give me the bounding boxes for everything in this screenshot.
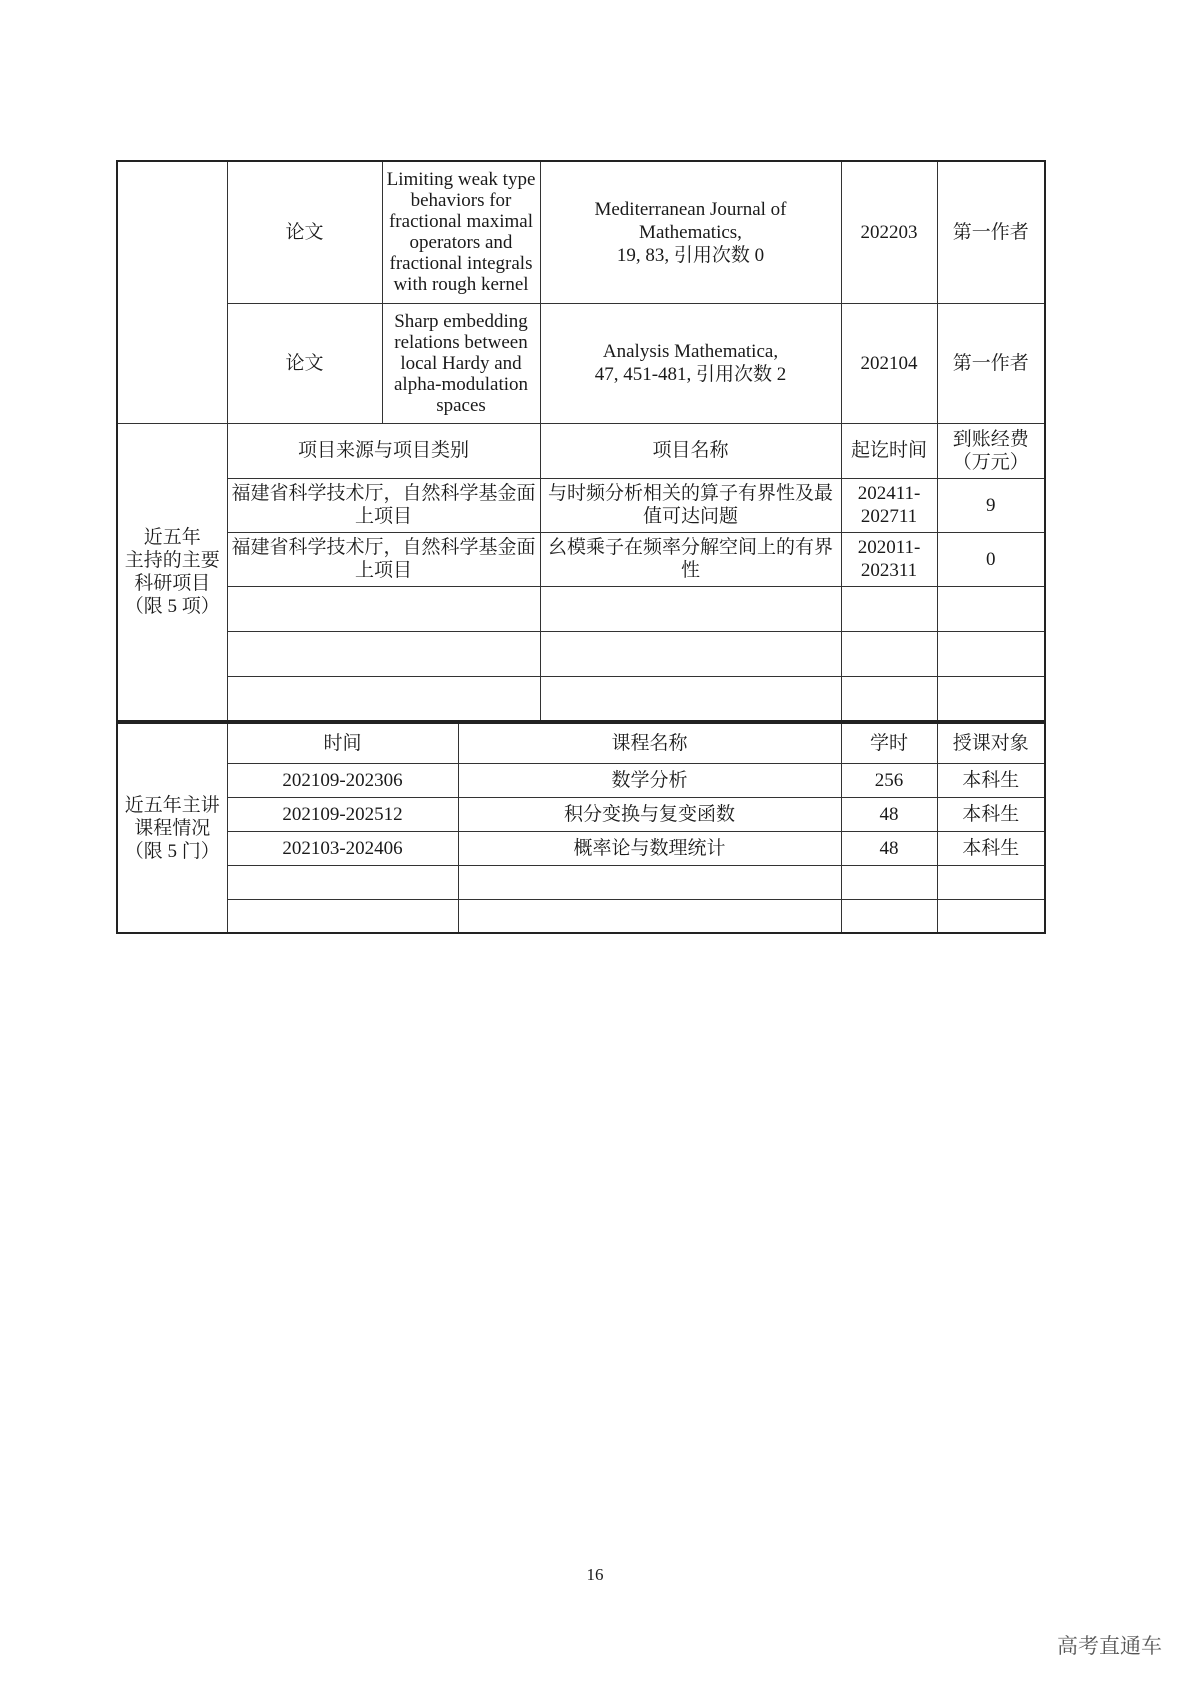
project-funding: 0 (937, 532, 1045, 586)
empty-cell (227, 865, 458, 899)
projects-header-name: 项目名称 (540, 423, 841, 478)
paper-row (117, 161, 1045, 303)
courses-header-name: 课程名称 (458, 723, 841, 763)
course-hours: 48 (841, 831, 937, 865)
projects-section-label: 近五年 主持的主要 科研项目 （限 5 项） (117, 423, 227, 721)
project-name: 与时频分析相关的算子有界性及最值可达问题 (540, 478, 841, 532)
course-row-empty (117, 865, 1045, 899)
empty-cell (937, 631, 1045, 676)
course-time: 202103-202406 (227, 831, 458, 865)
paper-journal: Mediterranean Journal of Mathematics, 19, 83, 引用次数 0 (540, 161, 841, 303)
project-period: 202011- 202311 (841, 532, 937, 586)
courses-table (116, 722, 1046, 934)
course-time: 202109-202306 (227, 763, 458, 797)
course-name: 积分变换与复变函数 (458, 797, 841, 831)
paper-row (117, 303, 1045, 423)
course-name: 概率论与数理统计 (458, 831, 841, 865)
course-row-empty (117, 899, 1045, 933)
courses-header-hours: 学时 (841, 723, 937, 763)
project-period: 202411- 202711 (841, 478, 937, 532)
project-source: 福建省科学技术厅，自然科学基金面上项目 (227, 532, 540, 586)
paper-role: 第一作者 (937, 303, 1045, 423)
paper-date: 202203 (841, 161, 937, 303)
empty-cell (937, 586, 1045, 631)
empty-cell (841, 899, 937, 933)
paper-role: 第一作者 (937, 161, 1045, 303)
empty-cell (841, 631, 937, 676)
empty-cell (937, 899, 1045, 933)
courses-section-label: 近五年主讲 课程情况 （限 5 门） (117, 723, 227, 933)
projects-header-source: 项目来源与项目类别 (227, 423, 540, 478)
page-number: 16 (586, 1565, 604, 1584)
course-row (117, 831, 1045, 865)
empty-cell (540, 676, 841, 721)
course-audience: 本科生 (937, 763, 1045, 797)
empty-cell (458, 899, 841, 933)
courses-header-time: 时间 (227, 723, 458, 763)
courses-header-audience: 授课对象 (937, 723, 1045, 763)
empty-cell (841, 586, 937, 631)
course-row (117, 763, 1045, 797)
course-audience: 本科生 (937, 831, 1045, 865)
course-name: 数学分析 (458, 763, 841, 797)
project-name: 幺模乘子在频率分解空间上的有界性 (540, 532, 841, 586)
empty-cell (841, 676, 937, 721)
project-source: 福建省科学技术厅，自然科学基金面上项目 (227, 478, 540, 532)
empty-cell (937, 865, 1045, 899)
empty-cell (458, 865, 841, 899)
watermark: 高考直通车 (1057, 1634, 1162, 1658)
course-row (117, 797, 1045, 831)
projects-header-funding: 到账经费 （万元） (937, 423, 1045, 478)
projects-header-row (117, 423, 1045, 478)
paper-title: Sharp embedding relations between local Hardy and alpha-modulation spaces (382, 303, 540, 423)
project-row-empty (117, 586, 1045, 631)
project-row-empty (117, 676, 1045, 721)
papers-projects-table (116, 160, 1046, 722)
paper-type: 论文 (227, 303, 382, 423)
projects-header-period: 起讫时间 (841, 423, 937, 478)
paper-date: 202104 (841, 303, 937, 423)
project-row (117, 532, 1045, 586)
course-audience: 本科生 (937, 797, 1045, 831)
project-row (117, 478, 1045, 532)
empty-cell (227, 631, 540, 676)
empty-cell (227, 676, 540, 721)
empty-cell (540, 631, 841, 676)
empty-cell (841, 865, 937, 899)
empty-cell (937, 676, 1045, 721)
paper-journal: Analysis Mathematica, 47, 451-481, 引用次数 2 (540, 303, 841, 423)
course-time: 202109-202512 (227, 797, 458, 831)
course-hours: 256 (841, 763, 937, 797)
project-row-empty (117, 631, 1045, 676)
empty-cell (540, 586, 841, 631)
project-funding: 9 (937, 478, 1045, 532)
paper-type: 论文 (227, 161, 382, 303)
empty-cell (227, 899, 458, 933)
empty-cell (227, 586, 540, 631)
paper-title: Limiting weak type behaviors for fractional maximal operators and fractional integrals with rough kernel (382, 161, 540, 303)
courses-header-row (117, 723, 1045, 763)
course-hours: 48 (841, 797, 937, 831)
papers-section-label (117, 161, 227, 423)
